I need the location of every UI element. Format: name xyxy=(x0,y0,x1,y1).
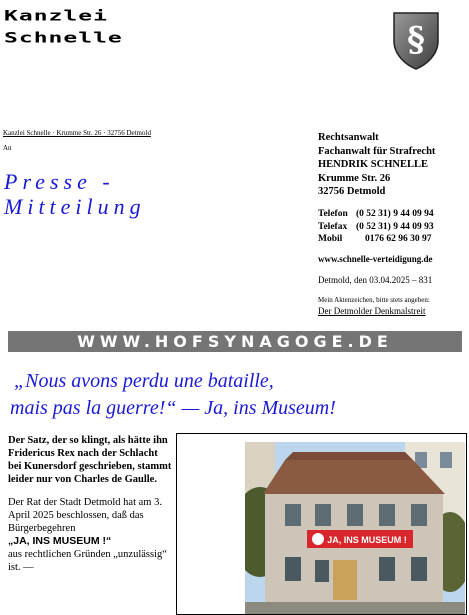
contact-fax xyxy=(318,221,434,234)
logo-line-kanzlei: Kanzlei xyxy=(4,8,108,25)
lawyer-city: 32756 Detmold xyxy=(318,186,386,197)
lawyer-name: HENDRIK SCHNELLE xyxy=(318,159,428,170)
contact-mobile-value: 0176 62 96 30 97 xyxy=(365,234,432,244)
website-banner[interactable]: WWW.HOFSYNAGOGE.DE xyxy=(8,331,462,352)
contact-phone-label: Telefon xyxy=(318,209,348,219)
press-title-line1: Presse - xyxy=(4,169,115,194)
contact-fax-label: Telefax xyxy=(318,221,348,232)
lawyer-role: Rechtsanwalt xyxy=(318,132,379,143)
lawyer-street: Krumme Str. 26 xyxy=(318,172,391,184)
contact-mobile xyxy=(318,233,434,246)
date-line: Detmold, den 03.04.2025 – 831 xyxy=(318,275,433,285)
contact-phone-value: (0 52 31) 9 44 09 94 xyxy=(356,209,434,219)
paragraph-shield-icon xyxy=(392,11,440,71)
reference-label: Mein Aktenzeichen, bitte stets angeben: xyxy=(318,296,430,304)
body-paragraph-2c: aus rechtlichen Gründen „unzulässig“ ist. — xyxy=(8,549,167,573)
logo-line-schnelle: Schnelle xyxy=(4,30,123,47)
lawyer-specialty: Fachanwalt für Strafrecht xyxy=(318,145,436,157)
body-paragraph-2 xyxy=(8,496,173,574)
body-text xyxy=(8,434,173,584)
lawyer-info xyxy=(318,131,435,199)
headline-line2: mais pas la guerre!“ — Ja, ins Museum! xyxy=(10,397,336,419)
emblem-symbol: § xyxy=(407,20,425,60)
synagogue-building-photo xyxy=(245,442,465,614)
contact-mobile-label: Mobil xyxy=(318,234,343,244)
headline-quote xyxy=(10,368,336,422)
website-link[interactable]: www.schnelle-verteidigung.de xyxy=(318,254,433,264)
body-paragraph-1: Der Satz, der so klingt, als hätte ihn Fridericus Rex nach der Schlacht bei Kunersdorf geschrieben, stammt leider nur von Charles de Gaulle. xyxy=(8,435,172,485)
press-title-line2: Mitteilung xyxy=(4,194,146,219)
contact-phone xyxy=(318,208,434,221)
press-release-title xyxy=(4,169,146,219)
body-paragraph-2b: „JA, INS MUSEUM !“ xyxy=(8,535,112,547)
headline-line1: „Nous avons perdu une bataille, xyxy=(14,370,274,392)
reference-value: Der Detmolder Denkmalstreit xyxy=(318,306,426,316)
body-paragraph-2a: Der Rat der Stadt Detmold hat am 3. April 2025 beschlossen, daß das Bürgerbegehren xyxy=(8,497,162,534)
photo-banner-text: JA, INS MUSEUM ! xyxy=(327,535,407,545)
contact-block xyxy=(318,208,434,246)
contact-fax-value: (0 52 31) 9 44 09 93 xyxy=(356,221,434,232)
photo-frame xyxy=(176,433,467,615)
sender-address-line: Kanzlei Schnelle · Krumme Str. 26 · 32756 Detmold xyxy=(3,129,151,137)
recipient-label: An xyxy=(3,144,12,152)
